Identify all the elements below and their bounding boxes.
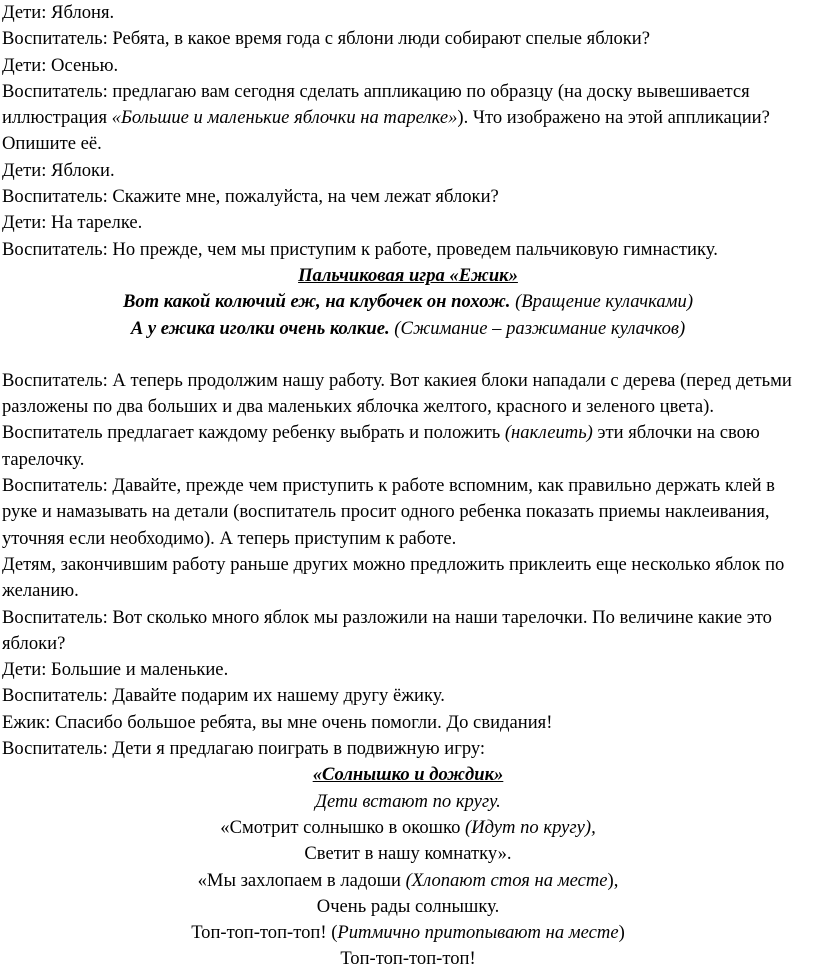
finger-game-line-2 [2, 316, 814, 342]
outdoor-game-title: «Солнышко и дождик» [312, 764, 504, 786]
paragraph-top-5 [2, 184, 814, 210]
verse-line-1 [2, 815, 814, 841]
paragraph-mid-6 [2, 710, 814, 736]
verse-line-4 [2, 894, 814, 920]
paragraph-top-6-pre: Дети: На тарелке. [2, 212, 143, 234]
paragraph-top-4-pre: Дети: Яблоки. [2, 159, 115, 181]
paragraph-top-1 [2, 26, 814, 52]
paragraph-top-6 [2, 210, 814, 236]
paragraph-mid-6-pre: Ежик: Спасибо большое ребята, вы мне очень помогли. До свидания! [2, 711, 553, 733]
paragraph-mid-0 [2, 368, 814, 473]
paragraph-mid-7-pre: Воспитатель: Дети я предлагаю поиграть в подвижную игру: [2, 738, 486, 760]
blank-line [2, 342, 814, 368]
paragraph-mid-2 [2, 552, 814, 605]
paragraph-top-0 [2, 0, 814, 26]
verse-line-1-pre: «Смотрит солнышко в окошко [220, 816, 466, 838]
paragraph-top-7-pre: Воспитатель: Но прежде, чем мы приступим к работе, проведем пальчиковую гимнастику. [2, 238, 718, 260]
finger-game-line-1-text: Вот какой колючий еж, на клубочек он похож. [122, 291, 511, 313]
verse-line-4-pre: Очень рады солнышку. [316, 895, 500, 917]
verse-line-5 [2, 920, 814, 946]
paragraph-mid-1-pre: Воспитатель: Давайте, прежде чем приступить к работе вспомним, как правильно держать клей в руке и намазывать на детали (воспитатель просит одного ребенка показать приемы наклеивания, уточняя если необходимо). А теперь приступим к работе. [2, 475, 775, 549]
paragraph-top-0-pre: Дети: Яблоня. [2, 2, 115, 23]
paragraph-mid-1 [2, 473, 814, 552]
outdoor-game-verse [2, 789, 814, 973]
paragraph-top-3 [2, 79, 814, 158]
paragraph-top-2-pre: Дети: Осенью. [2, 54, 119, 76]
paragraph-top-4 [2, 158, 814, 184]
paragraph-top-7 [2, 237, 814, 263]
paragraph-mid-5-pre: Воспитатель: Давайте подарим их нашему другу ёжику. [2, 685, 445, 707]
paragraph-mid-3-pre: Воспитатель: Вот сколько много яблок мы разложили на наши тарелочки. По величине какие это яблоки? [2, 606, 772, 654]
finger-game-line-2-note: (Сжимание – разжимание кулачков) [389, 317, 686, 339]
paragraph-mid-4-pre: Дети: Большие и маленькие. [2, 659, 229, 681]
paragraph-top-3-pre: Воспитатель: предлагаю вам сегодня сделать аппликацию по образцу (на доску вывешивается иллюстрация [2, 80, 750, 129]
dialogue-top [2, 0, 814, 263]
paragraph-top-2 [2, 53, 814, 79]
verse-line-5-post: ) [618, 922, 625, 944]
verse-line-2 [2, 841, 814, 867]
paragraph-mid-4 [2, 657, 814, 683]
paragraph-mid-2-pre: Детям, закончившим работу раньше других можно предложить приклеить еще несколько яблок по желанию. [2, 553, 785, 602]
verse-line-5-pre: Топ-топ-топ-топ! ( [191, 922, 338, 944]
finger-game-title: Пальчиковая игра «Ежик» [298, 264, 518, 286]
finger-game-line-1 [2, 289, 814, 315]
paragraph-mid-0-it: (наклеить) [504, 422, 593, 444]
paragraph-top-5-pre: Воспитатель: Скажите мне, пожалуйста, на чем лежат яблоки? [2, 186, 499, 208]
verse-line-3-pre: «Мы захлопаем в ладоши [197, 869, 406, 891]
paragraph-mid-0-pre: Воспитатель: А теперь продолжим нашу работу. Вот какиея блоки нападали с дерева (перед детьми разложены по два больших и два маленьких яблочка желтого, красного и зеленого цвета). Воспитатель предлагает каждому ребенку выбрать и положить [2, 369, 792, 444]
paragraph-mid-3 [2, 605, 814, 658]
verse-line-0 [2, 789, 814, 815]
verse-line-3 [2, 868, 814, 894]
verse-line-1-it: (Идут по кругу), [465, 816, 596, 838]
verse-line-3-post: ), [607, 869, 619, 891]
verse-line-6 [2, 946, 814, 972]
dialogue-middle [2, 368, 814, 762]
paragraph-mid-0-post: эти яблочки на свою тарелочку. [2, 422, 760, 470]
paragraph-mid-5 [2, 683, 814, 709]
paragraph-top-3-it: «Большие и маленькие яблочки на тарелке» [111, 107, 458, 129]
paragraph-top-3-post: ). Что изображено на этой аппликации? Опишите её. [2, 107, 770, 155]
verse-line-3-it: (Хлопают стоя на месте [405, 869, 608, 891]
verse-line-2-pre: Светит в нашу комнатку». [304, 843, 512, 865]
verse-line-5-it: Ритмично притопывают на месте [337, 922, 619, 944]
verse-line-6-pre: Топ-топ-топ-топ! [340, 948, 476, 970]
verse-line-0-it: Дети встают по кругу. [315, 790, 501, 812]
finger-game-line-2-text: А у ежика иголки очень колкие. [130, 317, 390, 339]
finger-game-line-1-note: (Вращение кулачками) [510, 291, 694, 313]
paragraph-mid-7 [2, 736, 814, 762]
paragraph-top-1-pre: Воспитатель: Ребята, в какое время года с яблони люди собирают спелые яблоки? [2, 28, 651, 50]
